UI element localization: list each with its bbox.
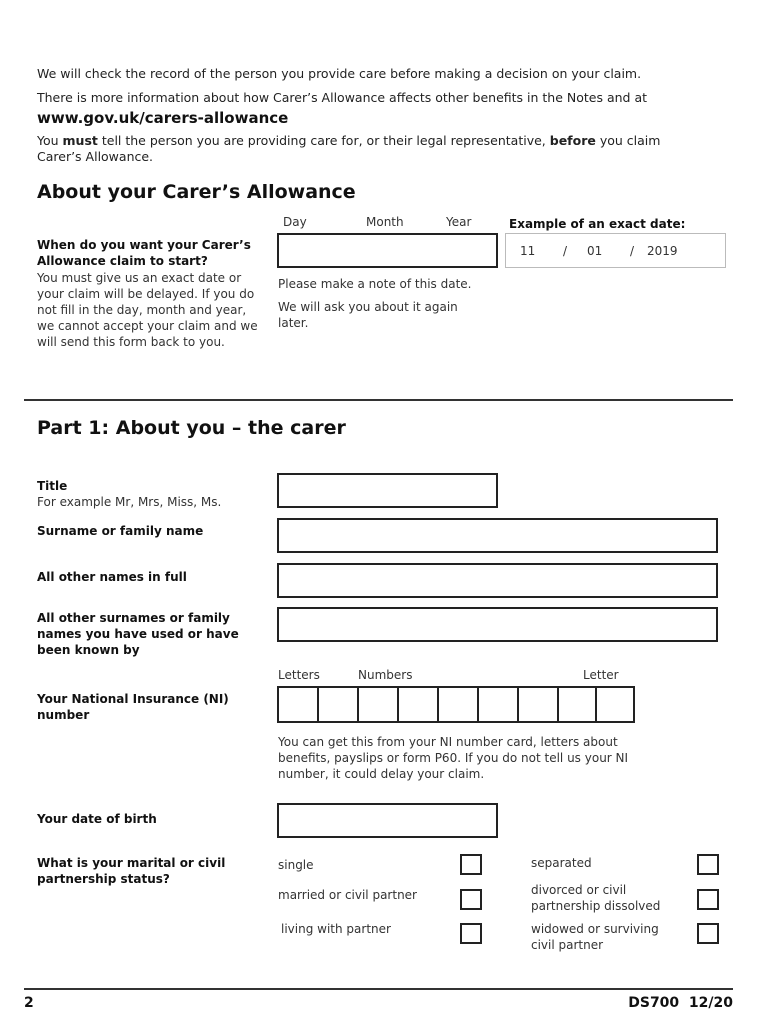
ni-cell[interactable] xyxy=(519,688,559,721)
about-heading: About your Carer’s Allowance xyxy=(37,181,356,203)
single-checkbox[interactable] xyxy=(460,854,482,875)
ni-numbers-label: Numbers xyxy=(358,668,413,682)
day-label: Day xyxy=(283,215,307,229)
carers-allowance-link[interactable]: www.gov.uk/carers-allowance xyxy=(37,109,289,127)
ni-cell[interactable] xyxy=(439,688,479,721)
example-month: 01 xyxy=(587,244,603,258)
must-text-b: tell the person you are providing care for, or their legal representative, xyxy=(97,133,550,148)
must-word: must xyxy=(62,133,98,148)
ni-cell[interactable] xyxy=(359,688,399,721)
title-hint: For example Mr, Mrs, Miss, Ms. xyxy=(37,495,222,509)
option-separated-label: separated xyxy=(531,856,592,870)
other-names-input[interactable] xyxy=(277,563,718,598)
page-number: 2 xyxy=(24,995,34,1011)
example-day: 11 xyxy=(520,244,536,258)
separated-checkbox[interactable] xyxy=(697,854,719,875)
ask-again-text: We will ask you about it again later. xyxy=(278,300,458,330)
dob-input[interactable] xyxy=(277,803,498,838)
example-date-label: Example of an exact date: xyxy=(509,217,686,231)
part1-heading: Part 1: About you – the carer xyxy=(37,417,346,439)
title-label: Title xyxy=(37,479,68,493)
ni-cell[interactable] xyxy=(319,688,359,721)
must-text-a: You xyxy=(37,133,63,148)
ni-number-input[interactable] xyxy=(277,686,635,723)
before-word: before xyxy=(549,133,596,148)
other-surnames-input[interactable] xyxy=(277,607,718,642)
must-text-c: you claim xyxy=(595,133,661,148)
claim-start-question: When do you want your Carer’s Allowance claim to start? xyxy=(37,238,251,268)
must-tell-text-line2: Carer’s Allowance. xyxy=(37,149,154,164)
ni-cell[interactable] xyxy=(279,688,319,721)
ni-label: Your National Insurance (NI) number xyxy=(37,692,229,722)
ni-cell[interactable] xyxy=(559,688,597,721)
form-code: DS700 12/20 xyxy=(628,995,733,1011)
ni-letters-label: Letters xyxy=(278,668,320,682)
ni-cell[interactable] xyxy=(479,688,519,721)
option-single-label: single xyxy=(278,858,314,872)
married-checkbox[interactable] xyxy=(460,889,482,910)
claim-start-date-input[interactable] xyxy=(277,233,498,268)
intro-line-2: There is more information about how Carer’s Allowance affects other benefits in the Notes and at xyxy=(37,90,648,105)
must-tell-text xyxy=(37,133,737,149)
option-married-label: married or civil partner xyxy=(278,888,417,902)
claim-start-hint: You must give us an exact date or your claim will be delayed. If you do not fill in the day, month and year, we cannot accept your claim and we will send this form back to you. xyxy=(37,271,258,349)
example-year: 2019 xyxy=(647,244,678,258)
other-surnames-label: All other surnames or family names you have used or have been known by xyxy=(37,611,239,657)
intro-line-1: We will check the record of the person you provide care before making a decision on your claim. xyxy=(37,66,642,81)
widowed-checkbox[interactable] xyxy=(697,923,719,944)
note-date-text: Please make a note of this date. xyxy=(278,277,472,291)
example-date-box xyxy=(505,233,726,268)
surname-input[interactable] xyxy=(277,518,718,553)
marital-label: What is your marital or civil partnership status? xyxy=(37,856,226,886)
option-divorced-label: divorced or civil partnership dissolved xyxy=(531,883,661,913)
footer-rule xyxy=(24,988,733,990)
year-label: Year xyxy=(446,215,472,229)
living-with-partner-checkbox[interactable] xyxy=(460,923,482,944)
surname-label: Surname or family name xyxy=(37,524,204,538)
option-widowed-label: widowed or surviving civil partner xyxy=(531,922,659,952)
ni-hint: You can get this from your NI number card, letters about benefits, payslips or form P60. If you do not tell us your NI number, it could delay your claim. xyxy=(278,735,629,781)
title-input[interactable] xyxy=(277,473,498,508)
divorced-checkbox[interactable] xyxy=(697,889,719,910)
example-sep-2: / xyxy=(630,244,635,258)
ni-cell[interactable] xyxy=(399,688,439,721)
ni-letter-label: Letter xyxy=(583,668,619,682)
month-label: Month xyxy=(366,215,404,229)
section-divider xyxy=(24,399,733,401)
option-living-label: living with partner xyxy=(281,922,391,936)
example-sep-1: / xyxy=(563,244,568,258)
other-names-label: All other names in full xyxy=(37,570,187,584)
dob-label: Your date of birth xyxy=(37,812,157,826)
